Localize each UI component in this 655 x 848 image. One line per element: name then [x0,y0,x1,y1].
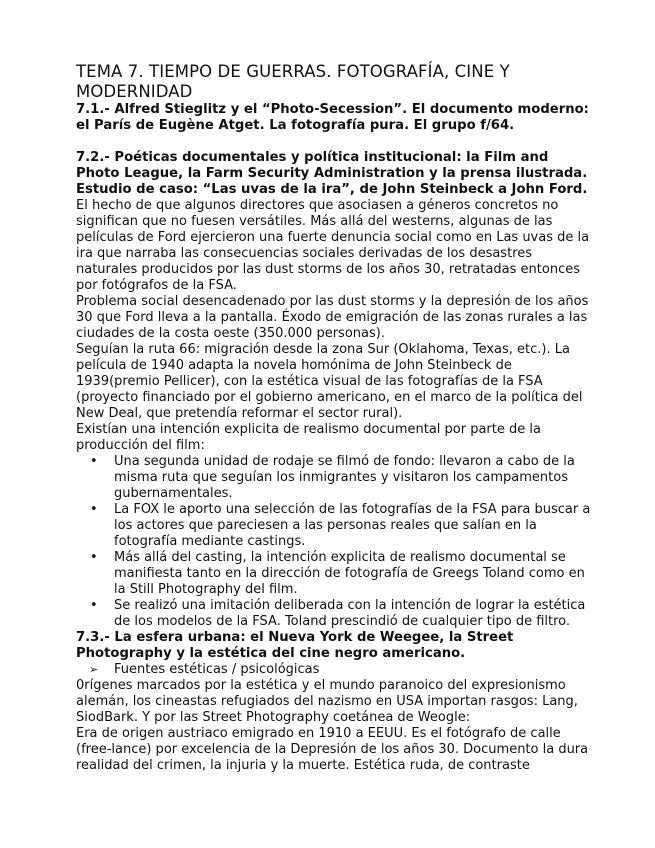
list-item-text: Más allá del casting, la intención explicita de realismo documental se manifiesta tanto en la dirección de fotografía de Greegs Toland como en la Still Photography del film. [114,550,585,597]
document-page [76,62,596,774]
list-item-text: Una segunda unidad de rodaje se filmó de fondo: llevaron a cabo de la misma ruta que seguían los inmigrantes y visitaron los campamentos gubernamentales. [114,454,575,501]
paragraph: Existían una intención explicita de realismo documental por parte de la producción del film: [76,422,541,453]
section-heading-7-1: 7.1.- Alfred Stieglitz y el “Photo-Secession”. El documento moderno: el París de Eugène Atget. La fotografía pura. El grupo f/64. [76,102,589,133]
arrow-list-item [76,662,596,678]
bullet-icon: • [90,502,98,517]
spacer [76,134,596,150]
section-heading-7-3: 7.3.- La esfera urbana: el Nueva York de Weegee, la Street Photography y la estética del cine negro americano. [76,630,514,661]
bullet-list [76,454,596,630]
list-item [76,550,596,598]
paragraph: Problema social desencadenado por las dust storms y la depresión de los años 30 que Ford lleva a la pantalla. Éxodo de emigración de las zonas rurales a las ciudades de la costa oeste (350.000 personas). [76,294,589,341]
bullet-icon: • [90,550,98,565]
list-item [76,598,596,630]
bullet-icon: • [90,454,98,469]
paragraph: Seguían la ruta 66: migración desde la zona Sur (Oklahoma, Texas, etc.). La película de 1940 adapta la novela homónima de John Steinbeck de 1939(premio Pellicer), con la estética visual de las fotografías de la FSA (proyecto financiado por el gobierno americano, en el marco de la política del New Deal, que pretendía reformar el sector rural). [76,342,583,421]
paragraph: El hecho de que algunos directores que asociasen a géneros concretos no significan que no fuesen versátiles. Más allá del westerns, algunas de las películas de Ford ejercieron una fuerte denuncia social como en Las uvas de la ira que narraba las consecuencias sociales derivadas de los desastres naturales producidos por las dust storms de los años 30, retratadas entonces por fotógrafos de la FSA. [76,198,590,293]
section-heading-7-2: 7.2.- Poéticas documentales y política institucional: la Film and Photo League, la Farm Security Administration y la prensa ilustrada. Estudio de caso: “Las uvas de la ira”, de John Steinbeck a John Ford. [76,150,588,197]
paragraph: 0rígenes marcados por la estética y el mundo paranoico del expresionismo alemán, los cineastas refugiados del nazismo en USA importan rasgos: Lang, SiodBark. Y por las Street Photography coetánea de Weogle: [76,678,578,725]
list-item [76,454,596,502]
document-title: TEMA 7. TIEMPO DE GUERRAS. FOTOGRAFÍA, CINE Y MODERNIDAD [76,62,510,101]
list-item-text: Se realizó una imitación deliberada con la intención de lograr la estética de los modelos de la FSA. Toland prescindió de cualquier tipo de filtro. [114,598,586,629]
arrow-list-item-text: Fuentes estéticas / psicológicas [114,662,320,677]
list-item [76,502,596,550]
paragraph: Era de origen austriaco emigrado en 1910 a EEUU. Es el fotógrafo de calle (free-lance) por excelencia de la Depresión de los años 30. Documento la dura realidad del crimen, la injuria y la muerte. Estética ruda, de contraste [76,726,589,773]
arrow-bullet-icon: ➢ [89,663,99,676]
list-item-text: La FOX le aporto una selección de las fotografías de la FSA para buscar a los actores que pareciesen a las personas reales que salían en la fotografía mediante castings. [114,502,591,549]
bullet-icon: • [90,598,98,613]
